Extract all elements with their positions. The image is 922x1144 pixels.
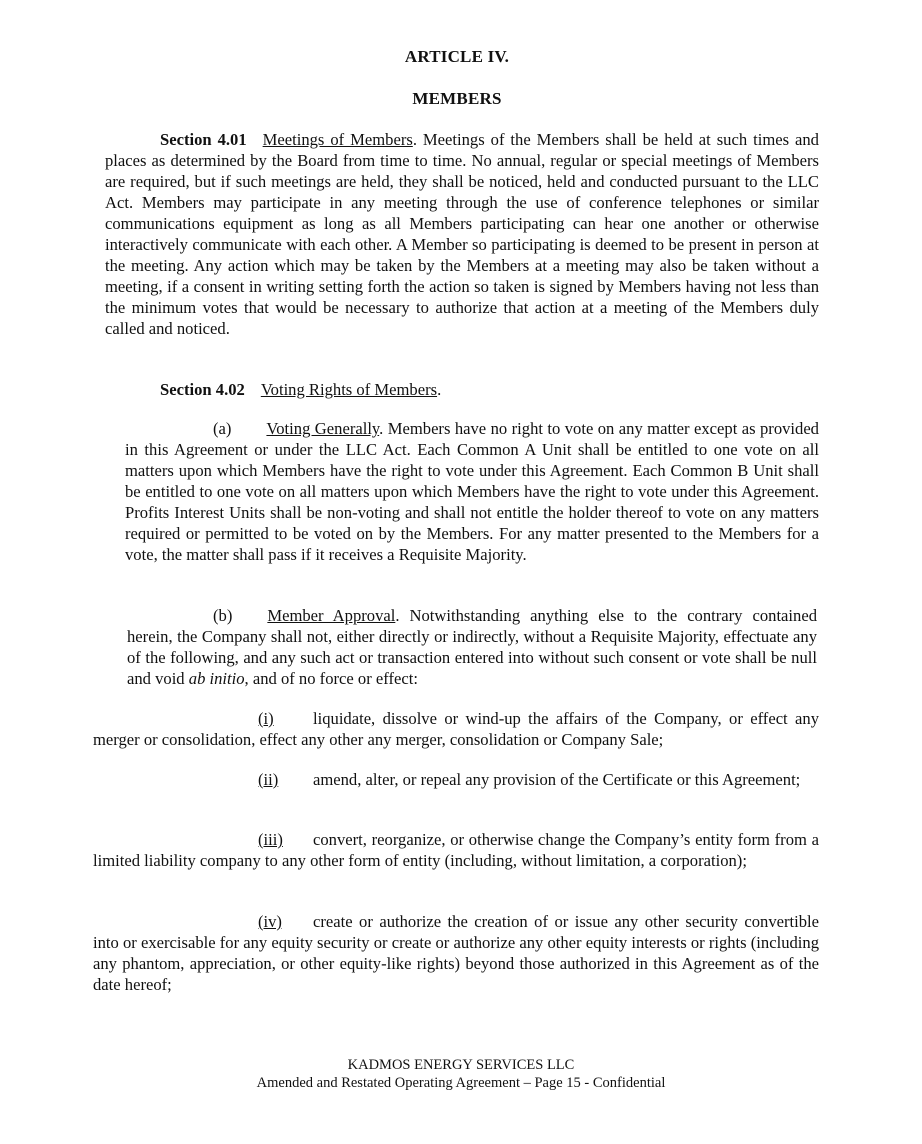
section-heading: Meetings of Members: [262, 130, 413, 149]
clause-iii-paragraph: [93, 829, 819, 871]
clause-label: (iii): [258, 830, 283, 849]
clause-ii-paragraph: [93, 769, 819, 790]
subsection-italic: ab initio: [188, 669, 245, 688]
clause-label: (iv): [258, 912, 282, 931]
section-number: Section 4.02: [160, 380, 245, 399]
clause-i-paragraph: [93, 708, 819, 750]
clause-iv-paragraph: [93, 911, 819, 995]
clause-label: (i): [258, 709, 274, 728]
subsection-label: (a): [213, 419, 232, 438]
article-subtitle: MEMBERS: [412, 89, 502, 108]
subsection-label: (b): [213, 606, 233, 625]
article-title: ARTICLE IV.: [404, 47, 510, 66]
footer-company: KADMOS ENERGY SERVICES LLC: [347, 1057, 575, 1073]
subsection-text: . Members have no right to vote on any matter except as provided in this Agreement or under the LLC Act. Each Common A Unit shall be entitled to one vote on all matters upon which Members have the right to vote under this Agreement. Each Common B Unit shall be entitled to one vote on all matters upon which Members have the right to vote under this Agreement. Profits Interest Units shall be non-voting and shall not entitle the holder thereof to vote on any matters required or permitted to be voted on by the Members. For any matter presented to the Members for a vote, the matter shall pass if it receives a Requisite Majority.: [125, 419, 819, 564]
section-4-02-heading: [160, 379, 820, 400]
section-text: . Meetings of the Members shall be held at such times and places as determined by the Board from time to time. No annual, regular or special meetings of Members are required, but if such meetings are held, they shall be noticed, held and conducted pursuant to the LLC Act. Members may participate in any meeting through the use of conference telephones or similar communications equipment as long as all Members participating can hear one another or otherwise interactively communicate with each other. A Member so participating is deemed to be present in person at the meeting. Any action which may be taken by the Members at a meeting may also be taken without a meeting, if a consent in writing setting forth the action so taken is signed by Members having not less than the minimum votes that would be necessary to authorize that action at a meeting of the Members duly called and noticed.: [105, 130, 819, 338]
subsection-text-after: , and of no force or effect:: [244, 669, 418, 688]
clause-text: convert, reorganize, or otherwise change the Company’s entity form from a limited liability company to any other form of entity (including, without limitation, a corporation);: [93, 830, 819, 870]
section-4-01-paragraph: [105, 129, 819, 339]
subsection-heading: Voting Generally: [266, 419, 380, 438]
section-heading-suffix: .: [437, 380, 442, 399]
section-heading: Voting Rights of Members: [260, 380, 438, 399]
clause-text: liquidate, dissolve or wind-up the affairs of the Company, or effect any merger or consolidation, effect any other any merger, consolidation or Company Sale;: [93, 709, 819, 749]
subsection-a-paragraph: [125, 418, 819, 565]
footer-caption: Amended and Restated Operating Agreement – Page 15 - Confidential: [256, 1075, 666, 1091]
subsection-text-before: . Notwithstanding anything else to the contrary contained herein, the Company shall not, either directly or indirectly, without a Requisite Majority, effectuate any of the following, and any such act or transaction entered into without such consent or vote shall be null and void: [127, 606, 817, 688]
subsection-heading: Member Approval: [267, 606, 396, 625]
clause-text: create or authorize the creation of or issue any other security convertible into or exercisable for any equity security or create or authorize any other equity interests or rights (including any phantom, appreciation, or other equity-like rights) beyond those authorized in this Agreement as of the date hereof;: [93, 912, 819, 994]
section-number: Section 4.01: [160, 130, 247, 149]
clause-label: (ii): [258, 770, 279, 789]
subsection-b-paragraph: [127, 605, 817, 689]
clause-text: amend, alter, or repeal any provision of the Certificate or this Agreement;: [313, 770, 801, 789]
